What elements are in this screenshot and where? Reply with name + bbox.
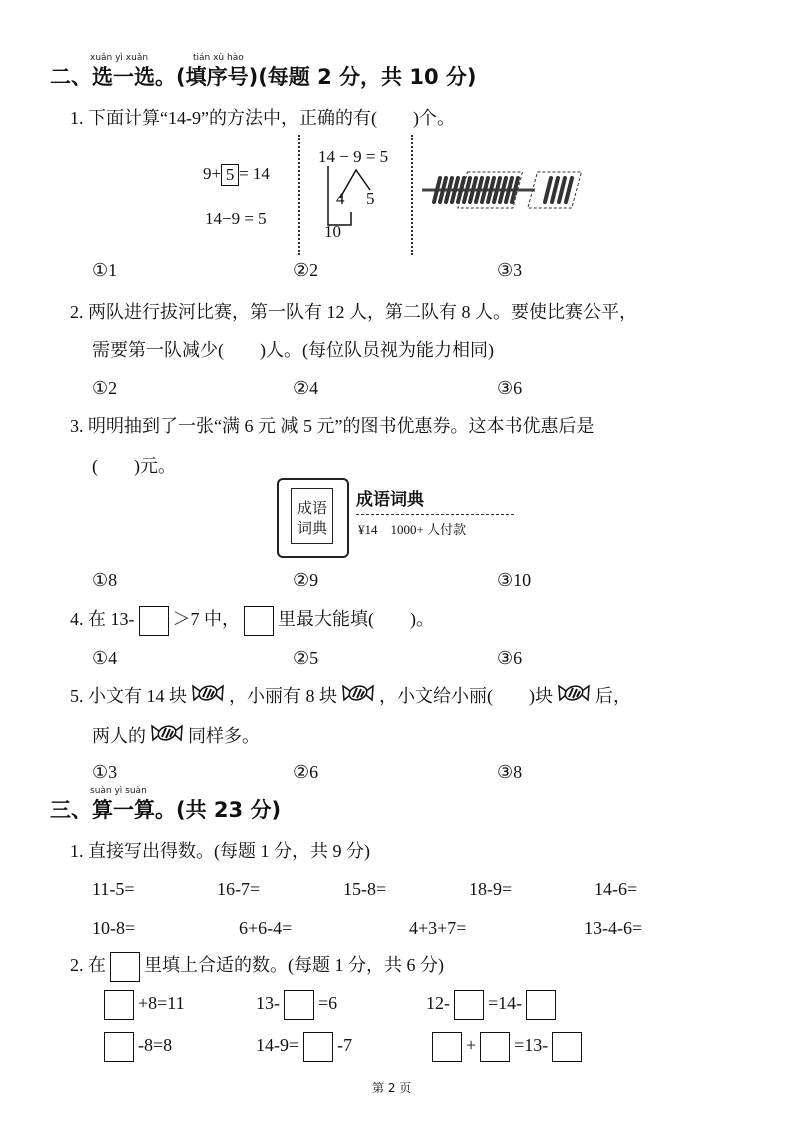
book-price: ¥14 1000+ 人付款 <box>358 522 467 537</box>
figure1-line2: 14−9 = 5 <box>205 209 267 228</box>
figure2-equation: 14 − 9 = 5 <box>318 147 389 166</box>
question-2-line1: 2. 两队进行拔河比赛，第一队有 12 人，第二队有 8 人。要使比赛公平， <box>70 302 637 322</box>
option: ③10 <box>497 570 532 590</box>
option: ②9 <box>293 570 319 590</box>
option: ②5 <box>293 648 319 668</box>
fill-item: -8=8 <box>100 1028 172 1062</box>
option: ③3 <box>497 260 523 280</box>
candy-icon <box>150 722 184 753</box>
answer-box-ref <box>244 606 274 636</box>
answer-box[interactable] <box>526 990 556 1020</box>
book-title: 成语词典 <box>356 490 424 509</box>
answer-box[interactable] <box>454 990 484 1020</box>
candy-icon <box>341 682 375 713</box>
question-5-line1: 5. 小文有 14 块 ，小丽有 8 块 ，小文给小丽( )块 后， <box>70 681 631 713</box>
answer-box[interactable] <box>104 1032 134 1062</box>
answer-box[interactable] <box>284 990 314 1020</box>
calc-item: 14-6= <box>594 879 638 899</box>
answer-box[interactable] <box>480 1032 510 1062</box>
calc-item: 10-8= <box>92 918 136 938</box>
fill-item: 12- =14- <box>426 986 560 1020</box>
option: ②2 <box>293 260 319 280</box>
question-3-line2: ( )元。 <box>92 456 176 476</box>
candy-icon <box>557 682 591 713</box>
figure1-line1: 9+ 5 = 14 <box>203 164 270 185</box>
option: ②4 <box>293 378 319 398</box>
section-title: 三、算一算。(共 23 分) <box>50 798 282 822</box>
figure2-10: 10 <box>324 222 341 241</box>
pinyin: tián xù hào <box>193 53 244 63</box>
calc-item: 18-9= <box>469 879 513 899</box>
fill-item: + =13- <box>428 1028 586 1062</box>
book-image <box>277 478 349 558</box>
question-1: 1. 下面计算“14-9”的方法中，正确的有( )个。 <box>70 108 455 128</box>
figure2-4: 4 <box>336 189 345 208</box>
question-5-line2: 两人的 同样多。 <box>92 721 260 753</box>
question-4: 4. 在 13- ＞7 中， 里最大能填( )。 <box>70 603 434 636</box>
answer-box[interactable] <box>552 1032 582 1062</box>
calc-item: 16-7= <box>217 879 261 899</box>
option: ①8 <box>92 570 118 590</box>
answer-box[interactable] <box>104 990 134 1020</box>
figure2-5: 5 <box>366 189 375 208</box>
option: ③6 <box>497 378 523 398</box>
pinyin: xuǎn yì xuǎn <box>90 53 149 63</box>
calc-item: 13-4-6= <box>584 918 643 938</box>
answer-box[interactable] <box>139 606 169 636</box>
answer-box[interactable] <box>303 1032 333 1062</box>
sticks-icon <box>420 170 595 215</box>
candy-icon <box>191 682 225 713</box>
calc-item: 11-5= <box>92 879 135 899</box>
option: ③8 <box>497 762 523 782</box>
option: ①1 <box>92 260 118 280</box>
calc-item: 15-8= <box>343 879 387 899</box>
question-3-1: 1. 直接写出得数。(每题 1 分，共 9 分) <box>70 841 370 861</box>
fill-item: +8=11 <box>100 986 185 1020</box>
answer-box[interactable] <box>432 1032 462 1062</box>
pinyin: suàn yì suàn <box>90 786 147 796</box>
question-3-2: 2. 在 里填上合适的数。(每题 1 分，共 6 分) <box>70 949 444 982</box>
option: ①4 <box>92 648 118 668</box>
question-3-line1: 3. 明明抽到了一张“满 6 元 减 5 元”的图书优惠券。这本书优惠后是 <box>70 416 595 436</box>
page-number: 第 2 页 <box>372 1081 412 1095</box>
option: ③6 <box>497 648 523 668</box>
fill-item: 13- =6 <box>256 986 337 1020</box>
section-title: 二、选一选。(填序号)(每题 2 分，共 10 分) <box>50 65 477 89</box>
calc-item: 6+6-4= <box>239 918 293 938</box>
book-cover-text: 成语词典 <box>291 488 333 544</box>
question-2-line2: 需要第一队减少( )人。(每位队员视为能力相同) <box>92 340 494 360</box>
option: ①2 <box>92 378 118 398</box>
option: ②6 <box>293 762 319 782</box>
calc-item: 4+3+7= <box>409 918 467 938</box>
option: ①3 <box>92 762 118 782</box>
fill-item: 14-9= -7 <box>256 1028 352 1062</box>
